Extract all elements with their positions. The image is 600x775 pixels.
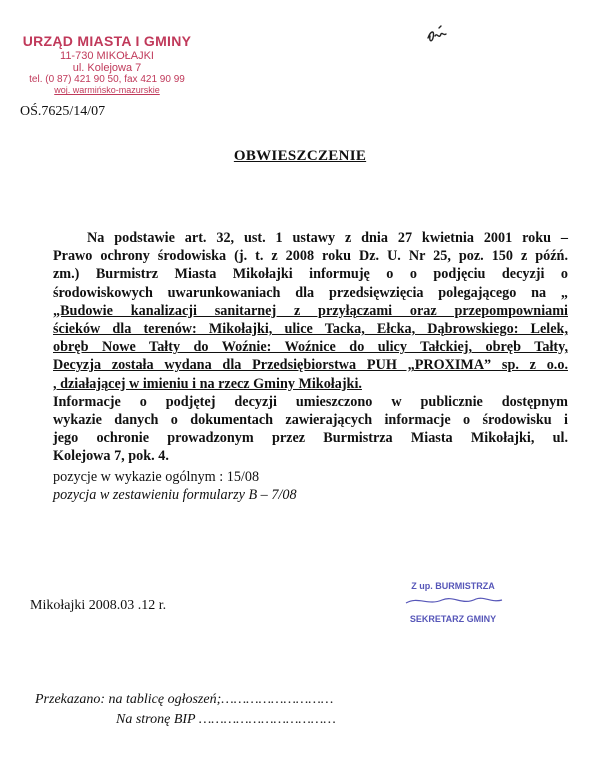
office-stamp xyxy=(0,34,214,96)
stamp-region: woj. warmińsko-mazurskie xyxy=(54,85,160,96)
handed-over-board: Przekazano: na tablicę ogłoszeń;……………………… xyxy=(35,692,334,707)
body-line: Na podstawie art. 32, ust. 1 ustawy z dnia 27 kwietnia 2001 roku – xyxy=(87,230,568,246)
underlined-line: ścieków dla terenów: Mikołajki, ulice Tacka, Ełcka, Dąbrowskiego: Lelek, xyxy=(53,321,568,338)
body-line: zm.) Burmistrz Miasta Mikołajki informuję o o podjęciu decyzji o xyxy=(53,266,568,283)
handed-over-bip: Na stronę BIP …………………………… xyxy=(116,712,336,727)
underlined-line: „Budowie kanalizacji sanitarnej z przyłączami oraz przepompowniami xyxy=(53,302,568,319)
paragraph-information xyxy=(53,393,568,466)
signature-stamp xyxy=(388,580,518,627)
underlined-line: Decyzja została wydana dla Przedsiębiorstwa PUH „PROXIMA” sp. z o.o. xyxy=(53,357,568,374)
signature-stamp-line2: SEKRETARZ GMINY xyxy=(409,613,497,624)
position-forms: pozycja w zestawieniu formularzy B – 7/08 xyxy=(53,486,297,503)
paragraph-decision xyxy=(53,229,568,393)
underlined-line: obręb Nowe Tałty do Woźnie: Woźnice do ulicy Tałckiej, obręb Tałty, xyxy=(53,339,568,356)
page-title: OBWIESZCZENIE xyxy=(233,148,367,164)
body-line: jego ochronie prowadzonym przez Burmistrza Miasta Mikołajki, ul. xyxy=(53,430,568,447)
body-line: Kolejowa 7, pok. 4. xyxy=(53,448,169,465)
stamp-office-name: URZĄD MIASTA I GMINY xyxy=(22,33,192,49)
document-date: Mikołajki 2008.03 .12 r. xyxy=(30,598,167,613)
handwritten-initials-icon xyxy=(425,24,451,46)
body-line: Informacje o podjętej decyzji umieszczono w publicznie dostępnym xyxy=(53,393,568,410)
signature-stamp-line1: Z up. BURMISTRZA xyxy=(411,581,495,591)
notice-body xyxy=(53,229,568,504)
underlined-line: , działającej w imieniu i na rzecz Gminy Mikołajki. xyxy=(53,375,362,392)
body-line: Prawo ochrony środowiska (j. t. z 2008 roku Dz. U. Nr 25, poz. 150 z późń. xyxy=(53,248,568,265)
reference-number: OŚ.7625/14/07 xyxy=(20,104,106,119)
body-line: środowiskowych uwarunkowaniach dla przedsięwzięcia polegającego na „ xyxy=(53,284,568,301)
position-general: pozycje w wykazie ogólnym : 15/08 xyxy=(53,468,260,485)
stamp-street: ul. Kolejowa 7 xyxy=(72,61,142,74)
body-line: wykazie danych o dokumentach zawierających informacje o środowisku i xyxy=(53,412,568,429)
stamp-phone: tel. (0 87) 421 90 50, fax 421 90 99 xyxy=(29,74,185,86)
signature-scribble-icon xyxy=(398,594,508,608)
stamp-postal: 11-730 MIKOŁAJKI xyxy=(60,49,154,62)
